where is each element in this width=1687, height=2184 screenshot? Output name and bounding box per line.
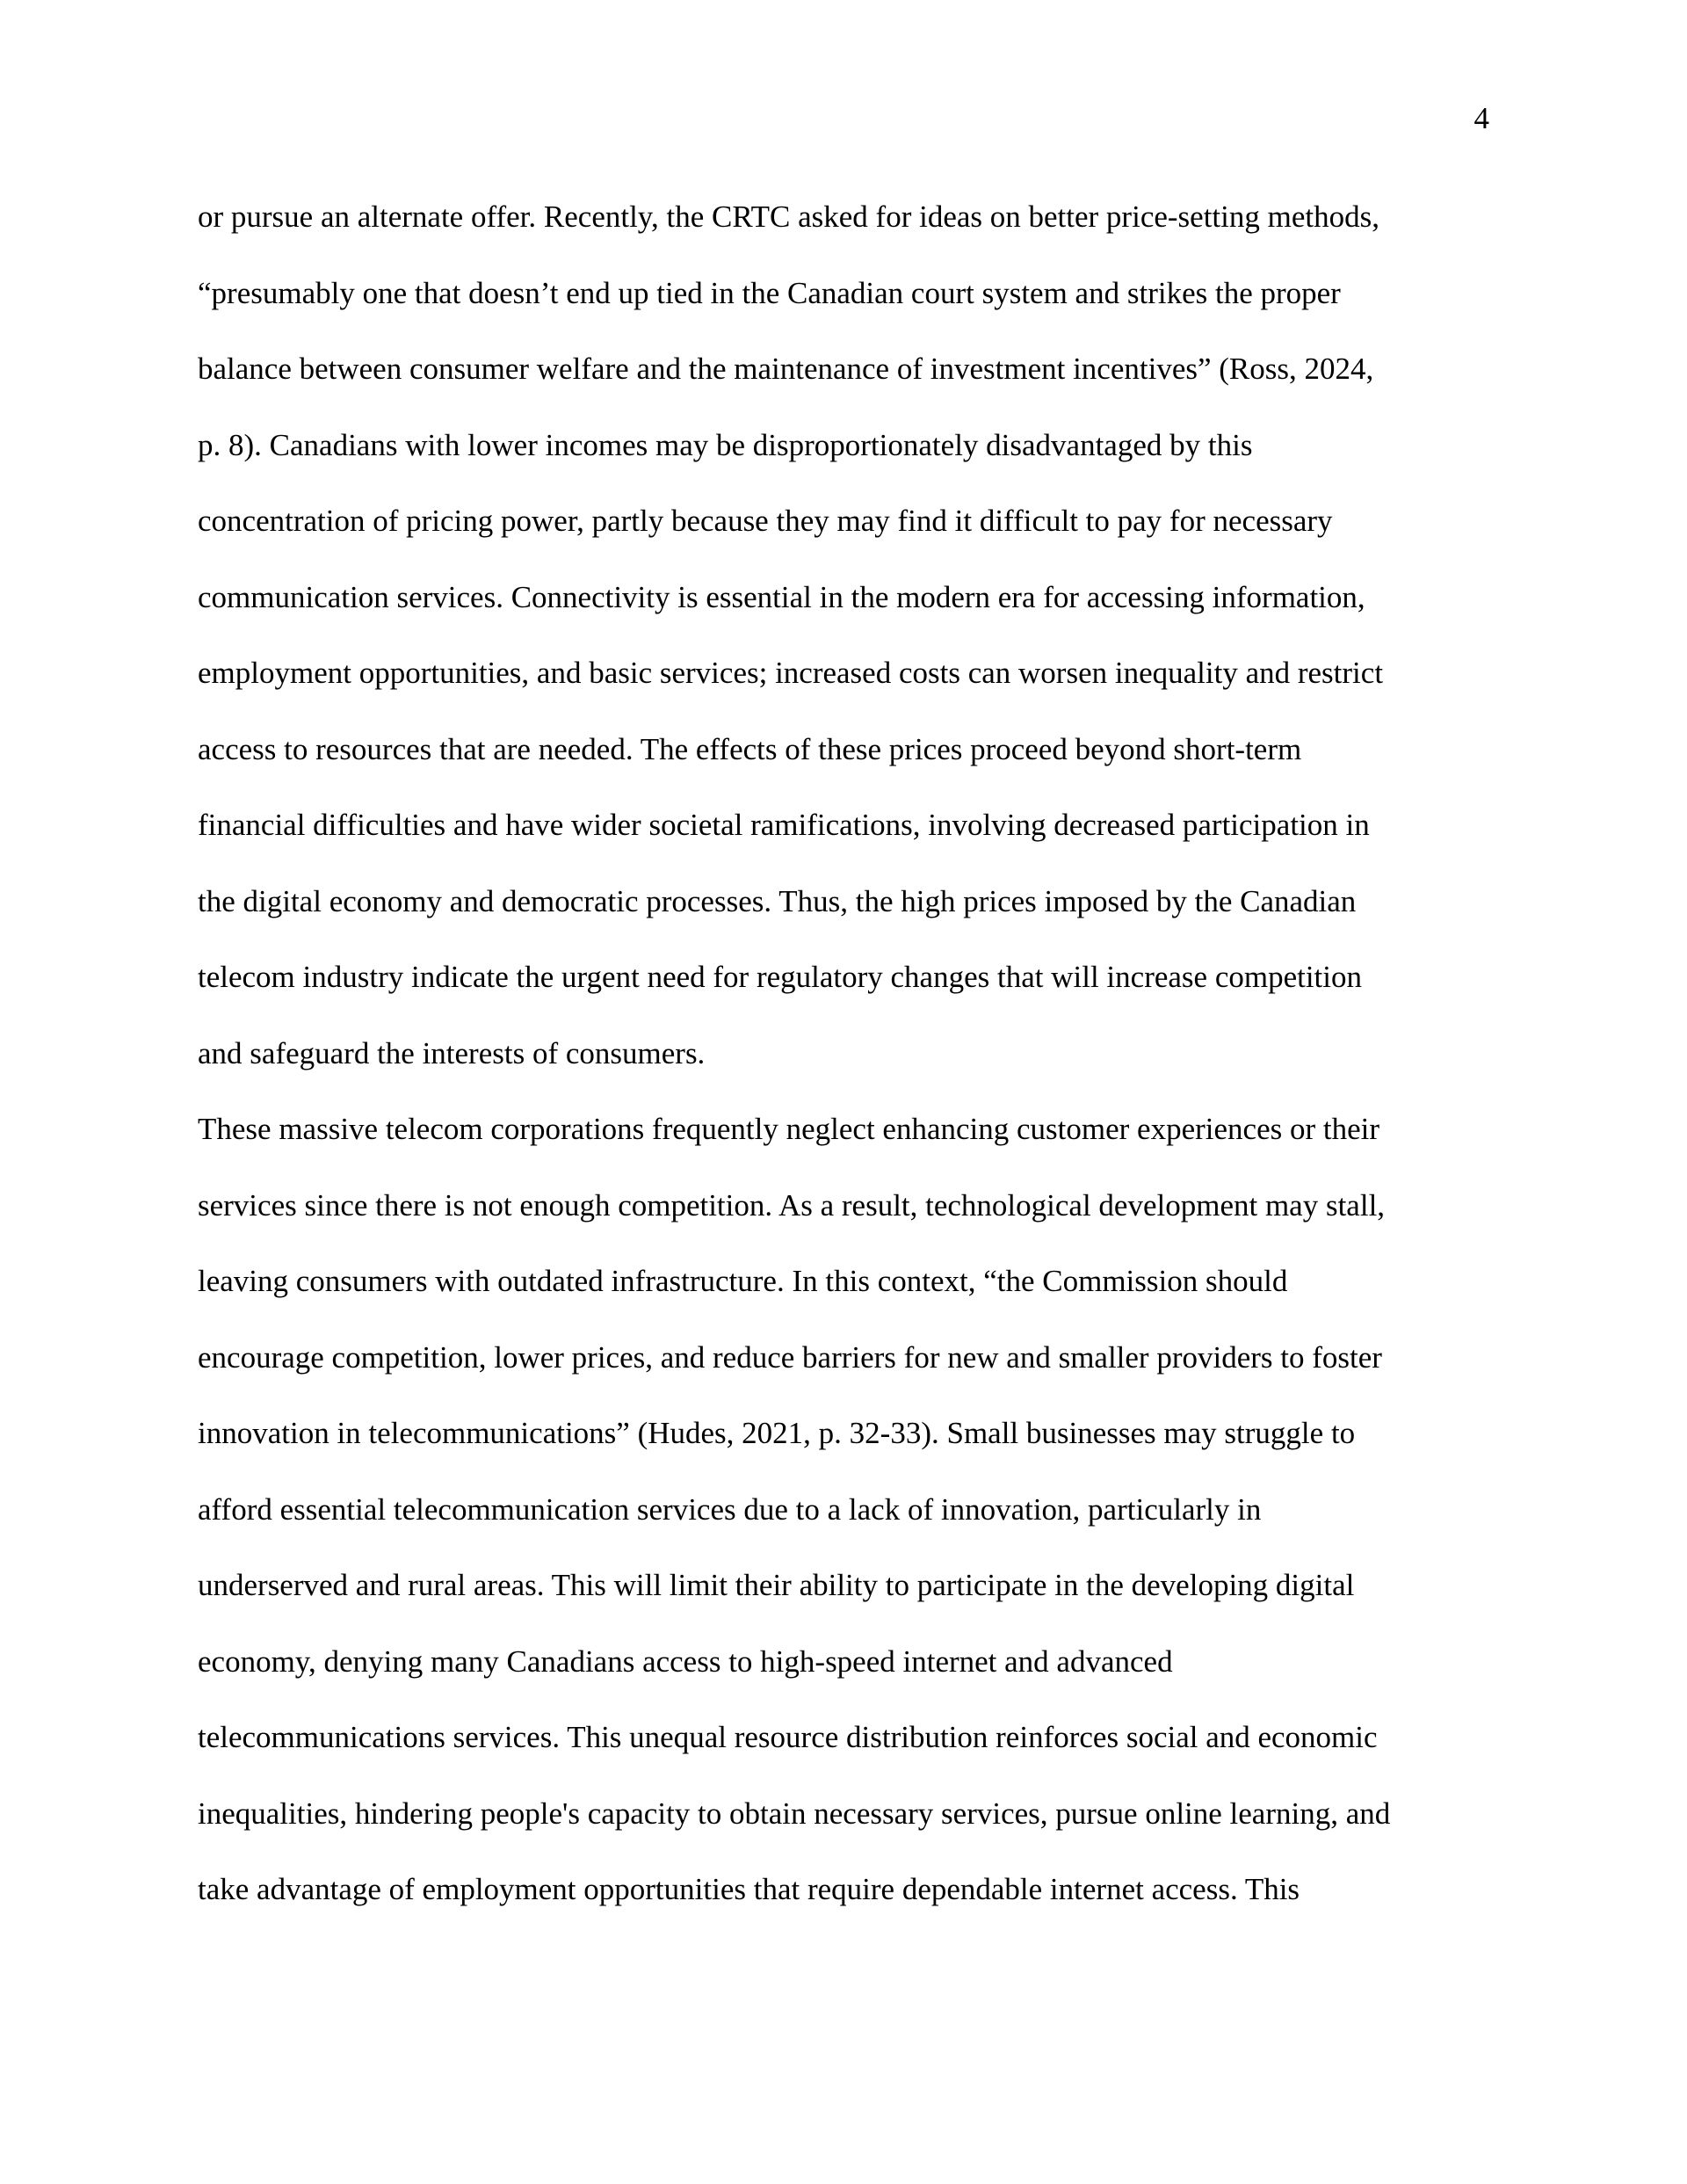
text-line: afford essential telecommunication services due to a lack of innovation, particularly in xyxy=(198,1491,1262,1527)
text-line: take advantage of employment opportunities that require dependable internet access. This xyxy=(198,1872,1300,1906)
text-line: economy, denying many Canadians access to high-speed internet and advanced xyxy=(198,1643,1173,1679)
text-line: balance between consumer welfare and the maintenance of investment incentives” (Ross, 2024, xyxy=(198,352,1374,386)
text-line: access to resources that are needed. The effects of these prices proceed beyond short-term xyxy=(198,731,1302,766)
page-number: 4 xyxy=(1473,101,1489,135)
text-line: “presumably one that doesn’t end up tied in the Canadian court system and strikes the proper xyxy=(198,275,1341,310)
text-line: inequalities, hindering people's capacity to obtain necessary services, pursue online learning, and xyxy=(198,1796,1391,1831)
text-line: telecommunications services. This unequal resource distribution reinforces social and economic xyxy=(198,1720,1378,1754)
text-line: employment opportunities, and basic services; increased costs can worsen inequality and restrict xyxy=(198,656,1384,690)
text-line: the digital economy and democratic processes. Thus, the high prices imposed by the Canadian xyxy=(198,883,1357,918)
text-line: or pursue an alternate offer. Recently, the CRTC asked for ideas on better price-setting methods, xyxy=(198,200,1379,234)
body-text xyxy=(198,195,1533,1944)
text-line: telecom industry indicate the urgent need for regulatory changes that will increase competition xyxy=(198,960,1363,994)
text-line: underserved and rural areas. This will limit their ability to participate in the developing digital xyxy=(198,1568,1355,1602)
text-line: p. 8). Canadians with lower incomes may be disproportionately disadvantaged by this xyxy=(198,427,1253,462)
text-line: communication services. Connectivity is essential in the modern era for accessing information, xyxy=(198,579,1365,614)
text-line: and safeguard the interests of consumers. xyxy=(198,1035,706,1070)
text-line: encourage competition, lower prices, and reduce barriers for new and smaller providers to foster xyxy=(198,1339,1382,1375)
text-line: These massive telecom corporations frequently neglect enhancing customer experiences or their xyxy=(198,1112,1380,1146)
text-line: leaving consumers with outdated infrastructure. In this context, “the Commission should xyxy=(198,1264,1288,1298)
paragraph-2 xyxy=(198,1107,1533,1944)
text-line: services since there is not enough competition. As a result, technological development may stall, xyxy=(198,1187,1386,1223)
text-line: innovation in telecommunications” (Hudes, 2021, p. 32-33). Small businesses may struggle to xyxy=(198,1416,1356,1450)
text-line: financial difficulties and have wider societal ramifications, involving decreased participation in xyxy=(198,808,1370,842)
paragraph-1 xyxy=(198,195,1533,1107)
text-line: concentration of pricing power, partly because they may find it difficult to pay for necessary xyxy=(198,504,1333,538)
